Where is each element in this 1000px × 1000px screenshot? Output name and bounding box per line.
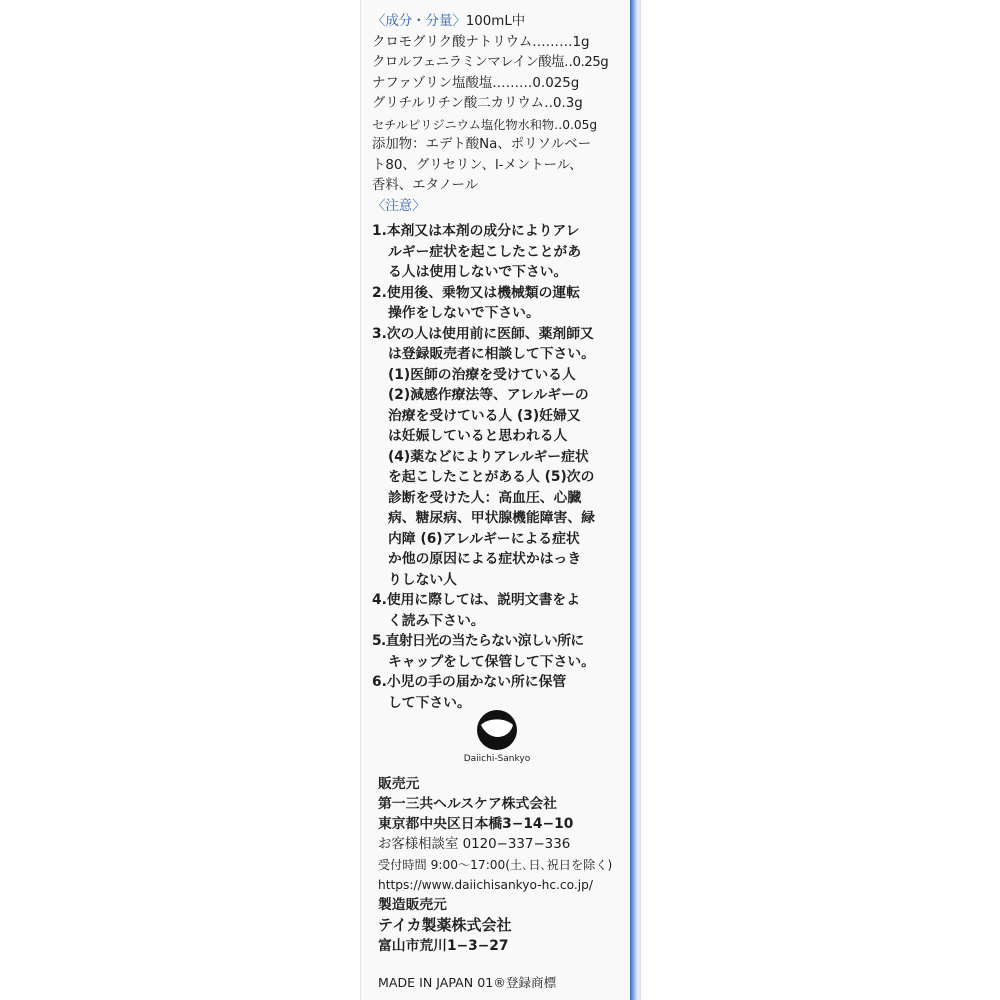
logo-text: Daiichi-Sankyo <box>463 754 531 764</box>
additives <box>372 135 628 197</box>
caution-line: 3.次の人は使用前に医師、薬剤師又 <box>372 325 594 342</box>
ingredient-item: グリチルリチン酸二カリウム‥0.3g <box>372 96 583 111</box>
caution-line: を起こしたことがある人 (5)次の <box>388 469 595 485</box>
cautions-heading: 〈注意〉 <box>372 198 426 214</box>
seller-company: 第一三共ヘルスケア株式会社 <box>378 796 557 813</box>
caution-line: (4)薬などによりアレルギー症状 <box>388 448 589 465</box>
caution-line: 1.本剤又は本剤の成分によりアレ <box>372 223 580 239</box>
manufacturer-address: 富山市荒川1−3−27 <box>378 937 509 954</box>
seller-hours: 受付時間 9:00〜17:00(土､日､祝日を除く) <box>378 857 613 872</box>
ingredient-item: セチルピリジニウム塩化物水和物‥0.05g <box>372 117 598 132</box>
caution-line: キャップをして保管して下さい。 <box>388 653 595 670</box>
ingredient-list <box>372 33 628 136</box>
caution-line: して下さい。 <box>388 694 471 711</box>
caution-line: (1)医師の治療を受けている人 <box>388 366 576 383</box>
additives-line: ト80、グリセリン、l-メントール、 <box>372 157 583 173</box>
caution-line: 4.使用に際しては、説明文書をよ <box>372 592 580 608</box>
additives-line: 添加物：エデト酸Na、ポリソルベー <box>372 137 592 152</box>
manufacturer-company: テイカ製薬株式会社 <box>378 916 512 935</box>
ingredients-heading-line <box>372 12 628 33</box>
caution-line: 操作をしないで下さい。 <box>388 305 540 321</box>
caution-line: 内障 (6)アレルギーによる症状 <box>388 530 580 547</box>
seller-label: 販売元 <box>378 776 420 792</box>
caution-line: 2.使用後、乗物又は機械類の運転 <box>372 284 580 301</box>
additives-line: 香料、エタノール <box>372 178 479 193</box>
caution-list <box>372 221 628 713</box>
ingredients-heading: 〈成分・分量〉 <box>372 14 466 29</box>
caution-line: 治療を受けている人 (3)妊婦又 <box>388 407 581 424</box>
caution-line: 6.小児の手の届かない所に保管 <box>372 674 567 690</box>
blue-edge-stripe <box>630 0 641 1000</box>
caution-line: る人は使用しないで下さい。 <box>388 264 568 280</box>
caution-line: 診断を受けた人：高血圧、心臓 <box>388 489 582 506</box>
ingredient-item: ナファゾリン塩酸塩………0.025g <box>372 75 580 91</box>
caution-line: りしない人 <box>388 571 457 588</box>
footer-text: MADE IN JAPAN 01®登録商標 <box>378 975 557 990</box>
caution-line: 病、糖尿病、甲状腺機能障害、緑 <box>388 510 595 526</box>
label-text <box>372 12 628 713</box>
caution-line: か他の原因による症状かはっき <box>388 551 582 567</box>
logo-mark-icon <box>475 708 519 752</box>
daiichi-sankyo-logo <box>462 708 532 764</box>
caution-line: く読み下さい。 <box>388 612 485 629</box>
seller-address: 東京都中央区日本橋3−14−10 <box>378 816 574 833</box>
caution-line: は妊娠していると思われる人 <box>388 428 568 444</box>
caution-line: (2)減感作療法等、アレルギーの <box>388 387 589 403</box>
seller-info <box>378 774 626 956</box>
caution-line: ルギー症状を起こしたことがあ <box>388 243 582 260</box>
ingredient-item: クロモグリク酸ナトリウム………1g <box>372 34 590 50</box>
seller-phone: お客様相談室 0120−337−336 <box>378 836 571 852</box>
manufacturer-label: 製造販売元 <box>378 897 447 914</box>
caution-line: 5.直射日光の当たらない涼しい所に <box>372 633 584 649</box>
per-amount: 100mL中 <box>465 14 526 29</box>
caution-line: は登録販売者に相談して下さい。 <box>388 346 595 362</box>
seller-url: https://www.daiichisankyo-hc.co.jp/ <box>378 878 593 893</box>
ingredient-item: クロルフェニラミンマレイン酸塩‥0.25g <box>372 55 609 70</box>
